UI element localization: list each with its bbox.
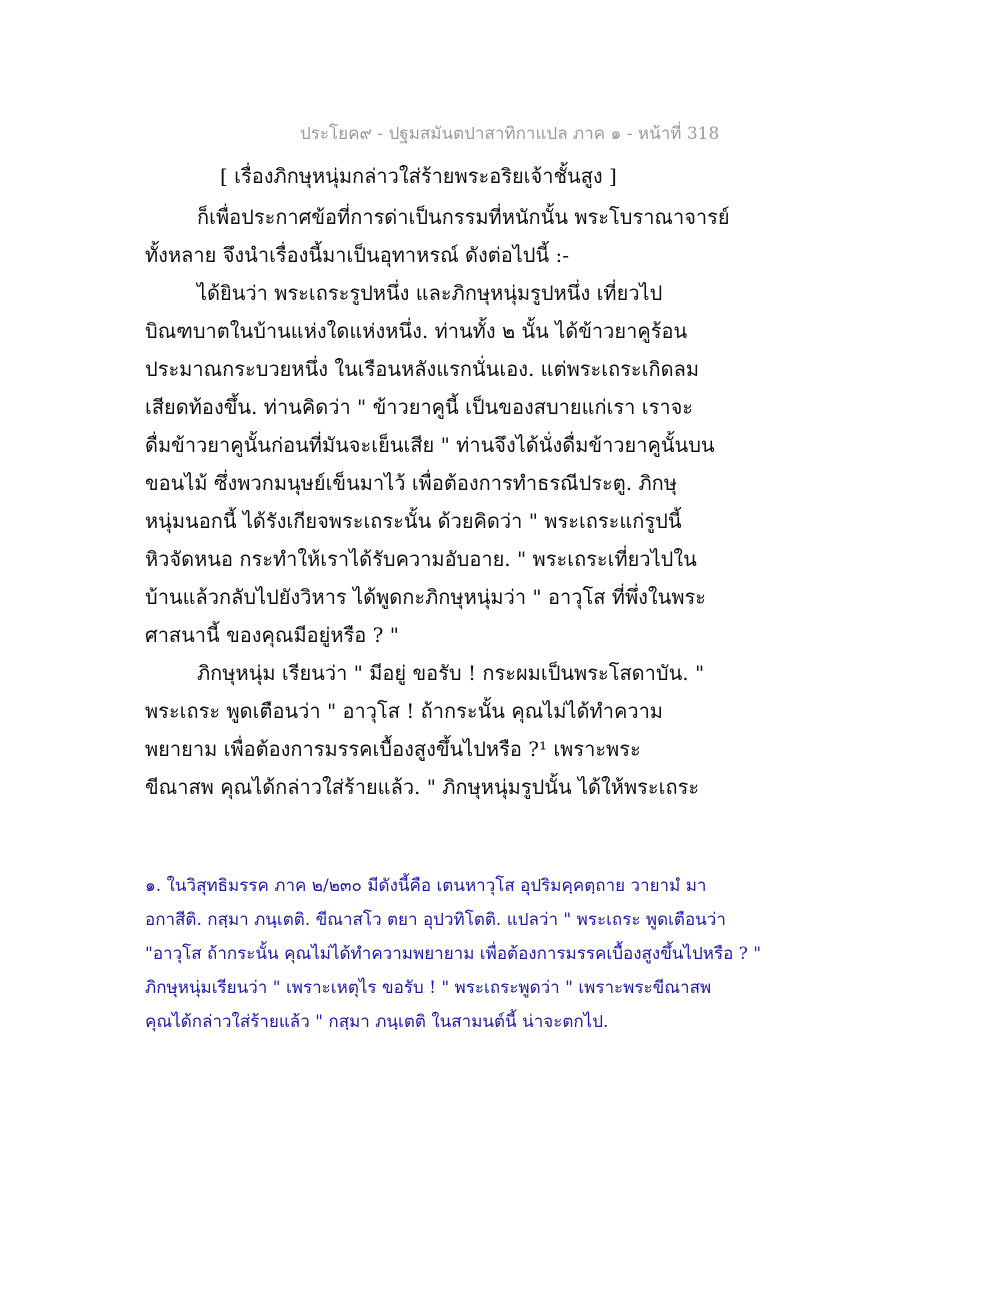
body-line: บิณฑบาตในบ้านแห่งใดแห่งหนึ่ง. ท่านทั้ง ๒ นั้น ได้ข้าวยาคูร้อน: [145, 319, 688, 343]
footnote-line: "อาวุโส ถ้ากระนั้น คุณไม่ได้ทำความพยายาม เพื่อต้องการมรรคเบื้องสูงขึ้นไปหรือ ? ": [145, 944, 762, 964]
body-line: ขอนไม้ ซึ่งพวกมนุษย์เข็นมาไว้ เพื่อต้องการทำธรณีประตู. ภิกษุ: [145, 471, 677, 495]
footnote-line: ภิกษุหนุ่มเรียนว่า " เพราะเหตุไร ขอรับ ! " พระเถระพูดว่า " เพราะพระขีณาสพ: [145, 978, 712, 998]
body-line: ก็เพื่อประกาศข้อที่การด่าเป็นกรรมที่หนักนั้น พระโบราณาจารย์: [197, 205, 730, 229]
running-header: ประโยค๙ - ปฐมสมันตปาสาทิกาแปล ภาค ๑ - หน้าที่ 318: [300, 124, 720, 144]
body-line: หิวจัดหนอ กระทำให้เราได้รับความอับอาย. " พระเถระเที่ยวไปใน: [145, 547, 697, 571]
footnote-line: ๑. ในวิสุทธิมรรค ภาค ๒/๒๓๐ มีดังนี้คือ เตนหาวุโส อุปริมคฺคตฺถาย วายามํ มา: [145, 876, 707, 896]
body-line: ดื่มข้าวยาคูนั้นก่อนที่มันจะเย็นเสีย " ท่านจึงได้นั่งดื่มข้าวยาคูนั้นบน: [145, 433, 715, 457]
body-line: บ้านแล้วกลับไปยังวิหาร ได้พูดกะภิกษุหนุ่มว่า " อาวุโส ที่พึ่งในพระ: [145, 585, 706, 609]
body-line: ขีณาสพ คุณได้กล่าวใส่ร้ายแล้ว. " ภิกษุหนุ่มรูปนั้น ได้ให้พระเถระ: [145, 775, 700, 799]
body-line: เสียดท้องขึ้น. ท่านคิดว่า " ข้าวยาคูนี้ เป็นของสบายแก่เรา เราจะ: [145, 395, 694, 419]
footnote-line: คุณได้กล่าวใส่ร้ายแล้ว " กสฺมา ภนฺเตติ ในสามนต์นี้ น่าจะตกไป.: [145, 1012, 609, 1032]
body-line: หนุ่มนอกนี้ ได้รังเกียจพระเถระนั้น ด้วยคิดว่า " พระเถระแก่รูปนี้: [145, 509, 682, 533]
body-line: ได้ยินว่า พระเถระรูปหนึ่ง และภิกษุหนุ่มรูปหนึ่ง เที่ยวไป: [197, 281, 663, 305]
body-line: พระเถระ พูดเตือนว่า " อาวุโส ! ถ้ากระนั้น คุณไม่ได้ทำความ: [145, 699, 663, 723]
body-line: ทั้งหลาย จึงนำเรื่องนี้มาเป็นอุทาหรณ์ ดังต่อไปนี้ :-: [145, 243, 570, 267]
footnote-line: อกาสีติ. กสฺมา ภนฺเตติ. ขีณาสโว ตยา อุปวทิโตติ. แปลว่า " พระเถระ พูดเตือนว่า: [145, 910, 726, 930]
body-line: พยายาม เพื่อต้องการมรรคเบื้องสูงขึ้นไปหรือ ?¹ เพราะพระ: [145, 737, 641, 761]
body-line: ภิกษุหนุ่ม เรียนว่า " มีอยู่ ขอรับ ! กระผมเป็นพระโสดาบัน. ": [197, 661, 705, 685]
body-line: ศาสนานี้ ของคุณมีอยู่หรือ ? ": [145, 623, 399, 647]
body-line: ประมาณกระบวยหนึ่ง ในเรือนหลังแรกนั่นเอง. แต่พระเถระเกิดลม: [145, 357, 700, 381]
section-title: [ เรื่องภิกษุหนุ่มกล่าวใส่ร้ายพระอริยเจ้าชั้นสูง ]: [220, 164, 617, 188]
